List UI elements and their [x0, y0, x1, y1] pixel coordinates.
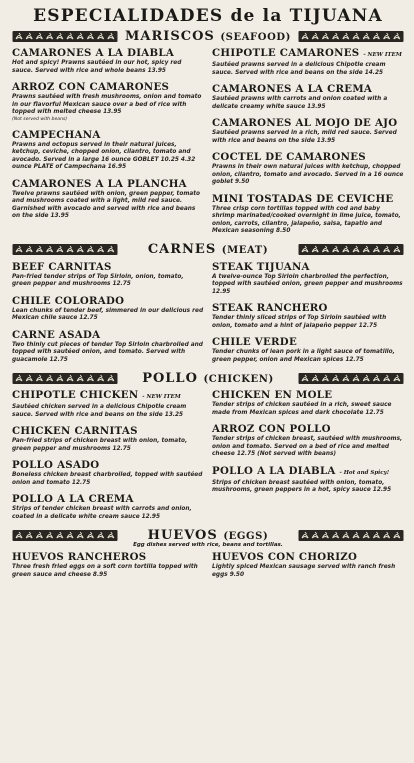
- menu-item-title: CHICKEN CARNITAS: [12, 425, 138, 437]
- column-left: [12, 389, 204, 527]
- menu-item: [212, 302, 404, 330]
- menu-item-title: POLLO ASADO: [12, 459, 100, 471]
- menu-item-title: CAMPECHANA: [12, 128, 101, 141]
- menu-item-title: HUEVOS RANCHEROS: [12, 551, 147, 563]
- menu-item-name: [212, 465, 404, 480]
- menu-item-tag: - Hot and Spicy!: [339, 469, 390, 476]
- menu-item-description: Tender chunks of lean pork in a light sauce of tomatillo, green pepper, onion and Mexican spices 12.75: [212, 349, 395, 363]
- menu-item-description: Three crisp corn tortillas topped with cod and baby shrimp marinated/cooked overnight in lime juice, tomato, onion, carrots, cilantro, jalapeño, salsa, tapatio and Mexican seasoning 8.50: [212, 205, 401, 234]
- menu-item-description: Tender thinly sliced strips of Top Sirloin sautéed with onion, tomato and a hint of jalapeño pepper 12.75: [212, 315, 387, 329]
- menu-item-title: POLLO A LA CREMA: [12, 493, 134, 505]
- menu-item-title: CAMARONES A LA DIABLA: [12, 47, 175, 59]
- section-title: [142, 371, 274, 386]
- menu-item-description: Pan-fried tender strips of Top Sirloin, onion, tomato, green pepper and mushrooms 12.75: [12, 273, 184, 287]
- menu-item-title: CHICKEN EN MOLE: [212, 389, 333, 401]
- menu-item-title: CAMARONES AL MOJO DE AJO: [212, 117, 398, 129]
- section-header: [12, 28, 404, 44]
- menu-item-name: [12, 81, 204, 94]
- menu-item: [212, 47, 404, 77]
- menu-item: [12, 295, 204, 323]
- menu-item-name: [12, 47, 204, 60]
- menu-item-name: [212, 193, 404, 206]
- column-right: [212, 261, 404, 371]
- menu-item: [212, 117, 404, 145]
- menu-item: [12, 389, 204, 419]
- menu-item-name: [12, 129, 204, 142]
- menu-item-name: [12, 178, 204, 191]
- menu-item-tag: - NEW ITEM: [363, 52, 402, 58]
- menu-item: [12, 261, 204, 289]
- menu-item-title: CAMARONES A LA PLANCHA: [12, 177, 187, 190]
- menu-item: [12, 47, 204, 75]
- ornament-right-icon: [298, 529, 404, 542]
- section-title-text: CARNES: [147, 242, 217, 257]
- menu-item-description: Pan-fried strips of chicken breast with onion, tomato, green pepper and mushrooms 12.75: [12, 438, 188, 452]
- menu-item: [212, 336, 404, 364]
- menu-item-title: CAMARONES A LA CREMA: [212, 83, 373, 95]
- ornament-right-icon: [298, 30, 404, 43]
- section-columns: [12, 261, 404, 371]
- section-subtitle: (SEAFOOD): [220, 31, 291, 43]
- menu-item-description: A twelve-ounce Top Sirloin charbroiled the perfection, topped with sautéed onion, green pepper and mushrooms 12.95: [212, 273, 403, 295]
- menu-item-title: CARNE ASADA: [12, 328, 101, 341]
- menu-item-tag: - NEW ITEM: [142, 394, 181, 400]
- menu-item-name: [212, 423, 404, 436]
- menu-item-description: Prawns in their own natural juices with ketchup, chopped onion, cilantro, tomato and avocado. Served in a 16 ounce goblet 9.50: [212, 164, 404, 185]
- menu-item: [12, 459, 204, 487]
- menu-item-name: [12, 295, 204, 308]
- menu-item-description: Strips of tender chicken breast with carrots and onion, coated in a delicate white cream sauce 12.95: [12, 506, 192, 520]
- menu-item-description: Sautéed prawns served in a rich, mild red sauce. Served with rice and beans on the side 13.95: [212, 130, 397, 144]
- column-left: [12, 47, 204, 242]
- menu-item-name: [212, 261, 404, 274]
- menu-item-name: [12, 551, 204, 564]
- menu-item-note: (Not served with beans): [12, 116, 68, 122]
- menu-item: [12, 178, 204, 221]
- menu-item-name: [212, 47, 404, 62]
- menu-item-title: CHIPOTLE CAMARONES: [212, 47, 360, 59]
- section-title-text: HUEVOS: [147, 527, 218, 543]
- menu-item-description: Sautéed prawns with carrots and onion coated with a delicate creamy white sauce 13.95: [212, 96, 388, 110]
- menu-item: [212, 193, 404, 236]
- menu-item-name: [12, 493, 204, 506]
- menu-item: [212, 423, 404, 459]
- menu-item-description: Three fresh fried eggs on a soft corn tortilla topped with green sauce and cheese 8.95: [12, 564, 198, 578]
- column-right: [212, 551, 404, 585]
- menu-item-title: CHIPOTLE CHICKEN: [12, 389, 139, 401]
- menu-item-description: Prawns and octopus served in their natural juices, ketchup, ceviche, chopped onion, cilantro, tomato and avocado. Served in a large 16 ounce GOBLET 10.25 4.32 ounce PLATE of Campechana 16.95: [12, 141, 196, 170]
- section-columns: [12, 47, 404, 242]
- menu-item-name: [212, 389, 404, 402]
- menu-item: [212, 551, 404, 579]
- section-title: [148, 242, 268, 257]
- ornament-left-icon: [12, 529, 118, 542]
- menu-item-title: COCTEL DE CAMARONES: [212, 151, 366, 163]
- section-columns: [12, 551, 404, 585]
- column-right: [212, 47, 404, 242]
- menu-item-title: STEAK RANCHERO: [212, 302, 328, 314]
- menu-item-description: Lightly spiced Mexican sausage served with ranch fresh eggs 9.50: [212, 564, 396, 578]
- menu-item-description: Twelve prawns sautéed with onion, green pepper, tomato and mushrooms coated with a light, mild red sauce. Garnished with avocado and served with rice and beans on the side 13.95: [12, 190, 201, 219]
- ornament-left-icon: [12, 30, 118, 43]
- menu-item: [12, 551, 204, 579]
- ornament-left-icon: [12, 372, 118, 385]
- menu-item-description: Tender strips of chicken breast, sautéed with mushrooms, onion and tomato. Served on a bed of rice and melted cheese 12.75 (Not served with beans): [212, 436, 403, 457]
- menu-item-description: Lean chunks of tender beef, simmered in our delicious red Mexican chile sauce 12.75: [12, 307, 204, 321]
- menu-item: [12, 329, 204, 365]
- menu-item-name: [212, 117, 404, 130]
- section-header: [12, 370, 404, 386]
- menu-item-title: ARROZ CON POLLO: [212, 423, 331, 435]
- menu-item-name: [12, 425, 204, 438]
- column-left: [12, 261, 204, 371]
- menu-item-name: [12, 329, 204, 342]
- menu-item: [12, 129, 204, 172]
- menu-item-description: Boneless chicken breast charbroiled, topped with sautéed onion and tomato 12.75: [12, 472, 203, 486]
- menu-item-title: ARROZ CON CAMARONES: [12, 81, 170, 93]
- column-right: [212, 389, 404, 527]
- ornament-right-icon: [298, 372, 404, 385]
- section-subtitle: (EGGS): [223, 530, 269, 542]
- section-header: [12, 242, 404, 258]
- section-title-text: POLLO: [142, 370, 198, 386]
- section-header: [12, 527, 404, 543]
- menu-item: [212, 261, 404, 297]
- menu-item-name: [12, 261, 204, 274]
- section-note: Egg dishes served with rice, beans and tortillas.: [133, 542, 283, 548]
- section-title: [125, 29, 291, 44]
- menu-item: [12, 493, 204, 521]
- menu-item-title: POLLO A LA DIABLA: [212, 464, 336, 477]
- menu-item-name: [212, 551, 404, 564]
- menu-item: [212, 465, 404, 495]
- section-subtitle: (CHICKEN): [203, 373, 274, 385]
- menu-item: [212, 389, 404, 417]
- menu-item: [212, 83, 404, 111]
- menu-item-title: CHILE COLORADO: [12, 294, 125, 307]
- menu-item-name: [212, 336, 404, 349]
- section-title: [148, 528, 269, 543]
- menu-item-description: Sautéed prawns served in a delicious Chipotle cream sauce. Served with rice and beans on the side 14.25: [212, 62, 386, 76]
- menu-item-name: [12, 459, 204, 472]
- menu-item-description: Prawns sautéed with fresh mushrooms, onion and tomato in our flavorful Mexican sauce over a bed of rice with topped with melted cheese 13.95: [12, 94, 202, 115]
- ornament-right-icon: [298, 243, 404, 256]
- menu-item-description: Hot and spicy! Prawns sautéed in our hot, spicy red sauce. Served with rice and whole beans 13.95: [12, 60, 182, 74]
- menu-item-title: BEEF CARNITAS: [12, 260, 112, 273]
- section-title-text: MARISCOS: [124, 28, 215, 44]
- menu-item: [12, 425, 204, 453]
- section-columns: [12, 389, 404, 527]
- menu-item-description: Tender strips of chicken sautéed in a rich, sweet sauce made from Mexican spices and dark chocolate 12.75: [212, 402, 392, 416]
- menu-item-title: CHILE VERDE: [212, 336, 298, 348]
- menu-item-description: Sautéed chicken served in a delicious Chipotle cream sauce. Served with rice and beans on the side 13.25: [12, 404, 187, 418]
- menu-item-description: Two thinly cut pieces of tender Top Sirloin charbroiled and topped with sautéed onion, and tomato. Served with guacamole 12.75: [12, 341, 203, 363]
- menu-item-name: [212, 302, 404, 315]
- section-subtitle: (MEAT): [221, 245, 269, 256]
- menu-item-name: [212, 83, 404, 96]
- ornament-left-icon: [12, 243, 118, 256]
- menu-item: [212, 151, 404, 187]
- menu-item-title: MINI TOSTADAS DE CEVICHE: [212, 192, 394, 205]
- menu-item-description: Strips of chicken breast sautéed with onion, tomato, mushrooms, green peppers in a hot, spicy sauce 12.95: [212, 479, 392, 493]
- column-left: [12, 551, 204, 585]
- menu-item-name: [212, 151, 404, 164]
- menu-item-title: HUEVOS CON CHORIZO: [212, 551, 358, 563]
- page-title: ESPECIALIDADES de la TIJUANA: [33, 6, 383, 26]
- menu-item: [12, 81, 204, 123]
- menu-sections: [12, 28, 404, 585]
- menu-item-name: [12, 389, 204, 404]
- menu-item-title: STEAK TIJUANA: [212, 260, 310, 273]
